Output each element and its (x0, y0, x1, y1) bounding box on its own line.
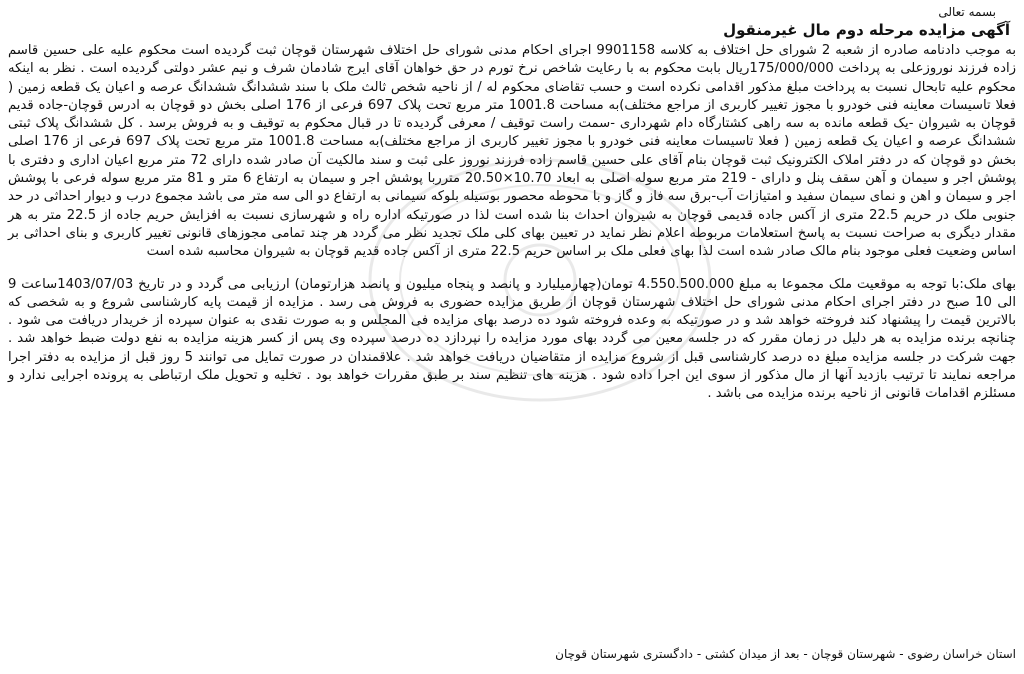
notice-title: آگهی مزایده مرحله دوم مال غیرمنقول (723, 21, 1010, 39)
court-address: استان خراسان رضوی - شهرستان قوچان - بعد از میدان کشتی - دادگستری شهرستان قوچان (555, 647, 1016, 661)
notice-header (8, 4, 1010, 40)
case-details-paragraph: به موجب دادنامه صادره از شعبه 2 شورای حل اختلاف به کلاسه 9901158 اجرای احکام مدنی شورای حل اختلاف شهرستان قوچان ثبت گردیده است محکوم علیه علی حسین قاسم زاده فرزند نوروزعلی به پرداخت 175/000/000ریال بابت محکوم به با رعایت شاخص نرخ تورم در حق خواهان آقای ایرج شادمان شرف و نیم عشر دولتی گردیده است . نظر به اینکه محکوم علیه تابحال نسبت به پرداخت مبلغ مذکور اقدامی نکرده است و حسب تقاضای محکوم له / از ناحیه شخص ثالث ملک با سند ششدانگ ششدانگ عرصه و اعیان یک قطعه زمین ( فعلا تاسیسات معاینه فنی خودرو با مجوز تغییر کاربری از مراجع مختلف)به مساحت 1001.8 متر مربع تحت پلاک 697 فرعی از 176 اصلی بخش دو قوچان به ادرس قوچان-جاده قدیم قوچان به شیروان -یک قطعه مانده به سه راهی کشتارگاه دام شهرداری -سمت راست توقیف / معرفی گردیده تا در قبال محکوم به توقیف و به فروش برسد . کل ششدانگ پلاک ثبتی ششدانگ عرصه و اعیان یک قطعه زمین ( فعلا تاسیسات معاینه فنی خودرو با مجوز تغییر کاربری از مراجع مختلف)به مساحت 1001.8 متر مربع تحت پلاک 697 فرعی از 176 اصلی بخش دو قوچان که در دفتر املاک الکترونیک ثبت قوچان بنام آقای علی حسین قاسم زاده فرزند نوروز علی ثبت و سند مالکیت آن صادر شده دارای 72 متر مربع اعیان اداری و دفتری با پوشش اجر و سیمان و آهن سقف پنل و دارای - 219 متر مربع سوله اصلی به ابعاد 10.70×20.50 مترربا پوشش اجر و سیمان به ارتفاع 6 متر و 81 متر مربع سوله فرعی با پوشش اجر و سیمان و اهن و نمای سیمان سفید و امتیازات آب-برق سه فاز و گاز و با محوطه محصور بوسیله بلوکه سیمانی به ارتفاع دو الی سه متر می باشد مجموع درب و دیوار احداثی در حد جنوبی ملک در حریم 22.5 متری از آکس جاده قدیمی قوچان به شیروان احداث بنا شده است لذا در صورتیکه اداره راه و شهرسازی نسبت به افزایش حریم جاده از 22.5 متر به هر مقدار دیگری به صراحت نسبت به پاسخ استعلامات مربوطه اعلام نظر نماید در تعیین بهای کلی ملک تجدید نظر می گردد هر چند تمامی مجوزهای قانونی تغییر کاربری و بنای احداثی بر اساس وضعیت فعلی موجود بنام مالک صادر شده است لذا بهای فعلی ملک بر اساس حریم 22.5 متری از آکس جاده قدیم قوچان به شیروان محاسبه شده است (8, 43, 1017, 260)
auction-notice-document (8, 4, 1016, 670)
basmala-heading: بسمه تعالی (938, 5, 996, 19)
auction-terms-paragraph: بهای ملک:با توجه به موقعیت ملک مجموعا به مبلغ 4.550.500.000 تومان(چهارمیلیارد و پانصد و پنجاه میلیون و پانصد هزارتومان) ارزیابی می گردد و در تاریخ 1403/07/03ساعت 9 الی 10 صبح در دفتر اجرای احکام مدنی شورای حل اختلاف شهرستان قوچان از طریق مزایده حضوری به فروش می رسد . مزایده از قیمت پایه کارشناسی شروع و به شخصی که بالاترین قیمت را پیشنهاد کند فروخته خواهد شد و در صورتیکه به وعده فروخته شود ده درصد بهای مزایده فی المجلس و به صورت نقدی به عنوان سپرده از خریدار دریافت می شود . چنانچه برنده مزایده به هر دلیل در زمان مقرر که در جلسه معین می گردد بهای مورد مزایده را نپردازد ده درصد سپرده وی پس از کسر هزینه مزایده به نفع دولت ضبط خواهد شد . جهت شرکت در جلسه مزایده مبلغ ده درصد کارشناسی قبل از شروع مزایده از متقاضیان دریافت خواهد شد . علاقمندان در صورت تمایل می توانند 5 روز قبل از مزایده به دفتر اجرا مراجعه نمایند تا ترتیب بازدید آنها از مال مذکور از سوی این اجرا داده شود . هزینه های تنظیم سند بر طبق مقررات خواهد بود . تخلیه و تحویل ملک ارتباطی به پرونده اجرایی ندارد و مسئلزم اقدامات قانونی از ناحیه برنده مزایده می باشد . (8, 276, 1017, 402)
